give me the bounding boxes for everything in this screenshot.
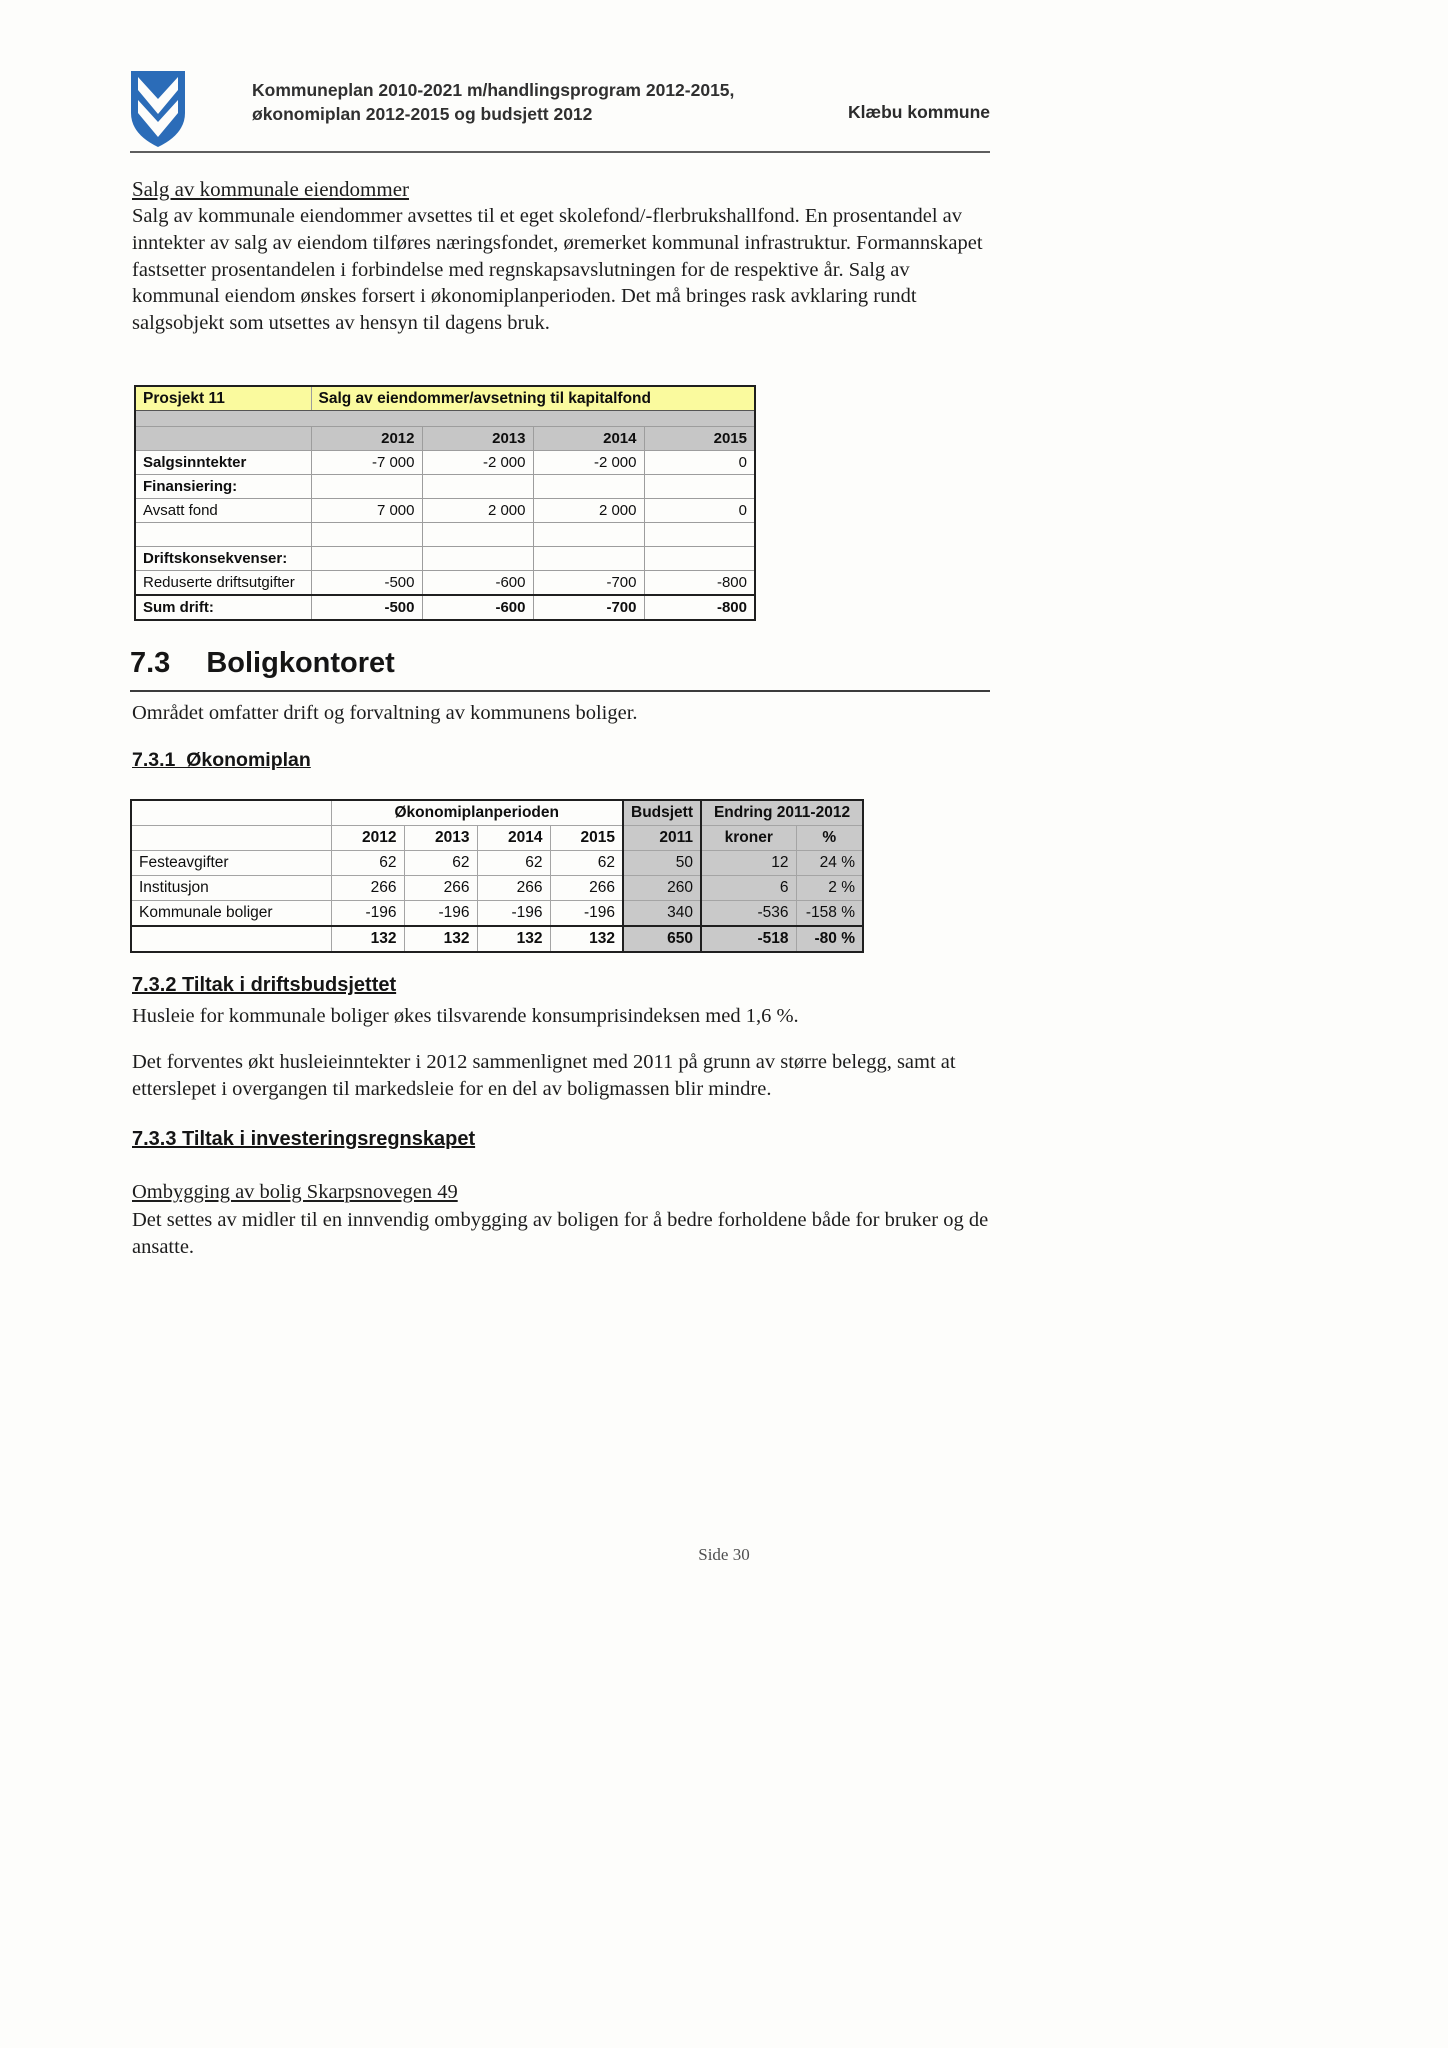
section-7-3-1-heading: 7.3.1 Økonomiplan [132,749,311,771]
table1-blank-row [135,523,755,547]
table2-row-festeavgifter [131,851,863,876]
value-cell: -7 000 [311,451,422,475]
year-header: 2015 [550,826,623,851]
section-7-3-2-paragraph-1: Husleie for kommunale boliger økes tilsvarende konsumprisindeksen med 1,6 %. [132,1005,799,1027]
value-cell: 2 000 [422,499,533,523]
row-label: Kommunale boliger [131,901,331,927]
section-7-3-3-paragraph: Det settes av midler til en innvendig ombygging av boligen for å bedre forholdene både for bruker og de ansatte. [132,1209,989,1258]
table1-row-salgsinntekter [135,451,755,475]
table2-group-header-row [131,800,863,826]
value-cell [422,523,533,547]
coat-of-arms-icon [130,70,186,148]
value-cell: -800 [644,571,755,596]
header-divider [130,151,990,153]
row-label: Driftskonsekvenser: [135,547,311,571]
value-cell: 2 % [796,876,863,901]
row-label: Sum drift: [135,595,311,620]
value-cell: -700 [533,571,644,596]
year-header: 2014 [533,427,644,451]
value-cell: 340 [623,901,701,927]
value-cell: -80 % [796,926,863,952]
row-label: Finansiering: [135,475,311,499]
table1-gray-spacer [135,411,755,427]
value-cell [533,523,644,547]
table2-row-kommunale-boliger [131,901,863,927]
row-label: Reduserte driftsutgifter [135,571,311,596]
value-cell: -600 [422,571,533,596]
value-cell: 266 [404,876,477,901]
section-number: 7.3 [130,647,171,679]
value-cell: -196 [404,901,477,927]
value-cell [422,547,533,571]
year-header: 2013 [404,826,477,851]
value-cell: 132 [331,926,404,952]
table1-row-driftskonsekvenser [135,547,755,571]
table1-row-reduserte-driftsutgifter [135,571,755,596]
table2-total-row [131,926,863,952]
table1-project-id: Prosjekt 11 [135,386,311,411]
year-header: 2013 [422,427,533,451]
value-cell: 132 [477,926,550,952]
value-cell: -536 [701,901,796,927]
page-number: Side 30 [698,1545,750,1564]
value-cell: 7 000 [311,499,422,523]
value-cell [422,475,533,499]
period-header: Økonomiplanperioden [331,800,623,826]
row-label: Institusjon [131,876,331,901]
value-cell: 24 % [796,851,863,876]
section-7-3-3-heading: 7.3.3 Tiltak i investeringsregnskapet [132,1128,476,1150]
value-cell [311,523,422,547]
value-cell [311,475,422,499]
year-header: 2014 [477,826,550,851]
value-cell: -2 000 [533,451,644,475]
table1-years-row [135,427,755,451]
year-header: 2011 [623,826,701,851]
value-cell: 6 [701,876,796,901]
value-cell [533,475,644,499]
value-cell: 132 [550,926,623,952]
okonomiplan-table [130,799,864,953]
salg-paragraph: Salg av kommunale eiendommer avsettes til et eget skolefond/-flerbrukshallfond. En prosentandel av inntekter av salg av eiendom tilføres næringsfondet, øremerket kommunal infrastruktur. Formannskapet fastsetter prosentandelen i forbindelse med regnskapsavslutningen for de respektive år. Salg av kommunal eiendom ønskes forsert i økonomiplanperioden. Det må bringes rask avklaring rundt salgsobjekt som utsettes av hensyn til dagens bruk. [132,205,983,335]
section-7-3-intro: Området omfatter drift og forvaltning av kommunens boliger. [132,702,638,724]
change-header: Endring 2011-2012 [701,800,863,826]
value-cell: -196 [477,901,550,927]
value-cell [644,475,755,499]
value-cell: -700 [533,595,644,620]
value-cell: -500 [311,571,422,596]
table2-row-institusjon [131,876,863,901]
header-title-line1: Kommuneplan 2010-2021 m/handlingsprogram 2012-2015, [252,80,735,100]
value-cell: 62 [331,851,404,876]
table1-title-row [135,386,755,411]
header-title-line2: økonomiplan 2012-2015 og budsjett 2012 [252,104,593,124]
value-cell: 62 [404,851,477,876]
value-cell: 266 [550,876,623,901]
table1-row-sum-drift [135,595,755,620]
budget-header: Budsjett [623,800,701,826]
table1-row-avsatt-fond [135,499,755,523]
table1-row-finansiering [135,475,755,499]
year-header: 2012 [331,826,404,851]
value-cell: 12 [701,851,796,876]
value-cell: 62 [550,851,623,876]
value-cell: 0 [644,499,755,523]
section-7-3-2-heading: 7.3.2 Tiltak i driftsbudsjettet [132,974,397,996]
value-cell: -196 [550,901,623,927]
row-label [135,523,311,547]
row-label: Festeavgifter [131,851,331,876]
value-cell: 266 [477,876,550,901]
section-7-3-2-paragraph-2: Det forventes økt husleieinntekter i 2012 sammenlignet med 2011 på grunn av større belegg, samt at etterslepet i overgangen til markedsleie for en del av boligmassen blir mindre. [132,1051,956,1100]
value-cell: 62 [477,851,550,876]
value-cell: 260 [623,876,701,901]
value-cell: -800 [644,595,755,620]
kommune-logo [130,70,186,153]
document-header [252,78,734,126]
value-cell: -518 [701,926,796,952]
row-label: Avsatt fond [135,499,311,523]
value-cell: -2 000 [422,451,533,475]
year-header: 2015 [644,427,755,451]
project-11-table [134,385,756,621]
ombygging-subheading: Ombygging av bolig Skarpsnovegen 49 [132,1181,458,1203]
value-cell: 650 [623,926,701,952]
header-organization: Klæbu kommune [848,102,990,122]
section-heading-salg: Salg av kommunale eiendommer [132,177,410,201]
value-cell: -600 [422,595,533,620]
section-title: Boligkontoret [206,647,395,679]
value-cell [644,547,755,571]
year-header: 2012 [311,427,422,451]
row-label [131,926,331,952]
value-cell: 2 000 [533,499,644,523]
value-cell: 132 [404,926,477,952]
kroner-header: kroner [701,826,796,851]
value-cell [644,523,755,547]
table2-year-header-row [131,826,863,851]
row-label: Salgsinntekter [135,451,311,475]
value-cell: 0 [644,451,755,475]
value-cell: 50 [623,851,701,876]
value-cell: -196 [331,901,404,927]
value-cell [311,547,422,571]
value-cell [533,547,644,571]
percent-header: % [796,826,863,851]
value-cell: 266 [331,876,404,901]
value-cell: -500 [311,595,422,620]
table1-caption: Salg av eiendommer/avsetning til kapitalfond [311,386,755,411]
value-cell: -158 % [796,901,863,927]
section-7-3-heading [130,647,990,692]
